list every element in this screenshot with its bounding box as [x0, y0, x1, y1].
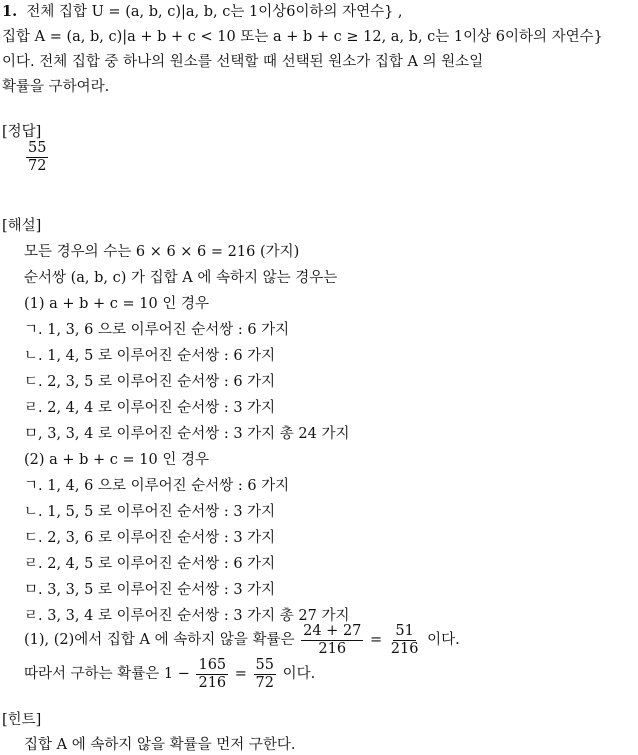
probability-prefix: (1), (2)에서 집합 A 에 속하지 않을 확률은 [24, 632, 295, 648]
final-prefix: 따라서 구하는 확률은 1 − [24, 666, 190, 682]
fraction-numerator: 55 [255, 656, 274, 673]
problem-number: 1. [2, 3, 18, 20]
fraction-denominator: 216 [198, 674, 227, 691]
solution-heading: [해설] [2, 218, 42, 234]
final-probability-line [24, 654, 315, 694]
answer-fraction [24, 140, 50, 175]
solution-line: (2) a + b + c = 10 인 경우 [24, 452, 209, 468]
problem-statement [2, 2, 403, 22]
solution-line: 순서쌍 (a, b, c) 가 집합 A 에 속하지 않는 경우는 [24, 270, 338, 286]
problem-line-4: 확률을 구하여라. [2, 79, 110, 95]
solution-line: ㄴ. 1, 4, 5 로 이루어진 순서쌍 : 6 가지 [24, 348, 276, 364]
problem-line-2: 집합 A = (a, b, c)|a + b + c < 10 또는 a + b + c ≥ 12, a, b, c는 1이상 6이하의 자연수} [2, 29, 603, 45]
solution-line: ㄷ. 2, 3, 6 로 이루어진 순서쌍 : 3 가지 [24, 530, 276, 546]
fraction-numerator: 24 + 27 [303, 622, 362, 639]
solution-line: 모든 경우의 수는 6 × 6 × 6 = 216 (가지) [24, 244, 300, 260]
solution-line: ㅁ, 3, 3, 4 로 이루어진 순서쌍 : 3 가지 총 24 가지 [24, 426, 350, 442]
solution-line: ㄹ. 3, 3, 4 로 이루어진 순서쌍 : 3 가지 총 27 가지 [24, 608, 350, 624]
solution-line: (1) a + b + c = 10 인 경우 [24, 296, 209, 312]
fraction-51-over-216 [389, 623, 421, 658]
answer-numerator: 55 [28, 140, 47, 156]
problem-line-3: 이다. 전체 집합 중 하나의 원소를 선택할 때 선택된 원소가 집합 A 의 원소일 [2, 54, 484, 70]
solution-line: ㄱ. 1, 4, 6 으로 이루어진 순서쌍 : 6 가지 [24, 478, 290, 494]
fraction-denominator: 72 [255, 674, 274, 691]
fraction-numerator: 165 [198, 656, 227, 673]
solution-line: ㄴ. 1, 5, 5 로 이루어진 순서쌍 : 3 가지 [24, 504, 276, 520]
solution-line: ㄱ. 1, 3, 6 으로 이루어진 순서쌍 : 6 가지 [24, 322, 290, 338]
solution-line: ㄹ. 2, 4, 4 로 이루어진 순서쌍 : 3 가지 [24, 400, 276, 416]
probability-suffix: 이다. [427, 632, 460, 648]
solution-line: ㅁ. 3, 3, 5 로 이루어진 순서쌍 : 3 가지 [24, 582, 276, 598]
fraction-165-over-216 [196, 657, 228, 692]
answer-denominator: 72 [28, 158, 47, 174]
final-suffix: 이다. [282, 666, 316, 682]
equals-sign: = [370, 632, 383, 648]
solution-line: ㄷ. 2, 3, 5 로 이루어진 순서쌍 : 6 가지 [24, 374, 276, 390]
problem-line-1: 전체 집합 U = (a, b, c)|a, b, c는 1이상6이하의 자연수} , [26, 4, 403, 20]
fraction-denominator: 216 [390, 640, 419, 657]
fraction-24-27-over-216 [301, 623, 363, 658]
solution-line: ㄹ. 2, 4, 5 로 이루어진 순서쌍 : 6 가지 [24, 556, 276, 572]
fraction-55-over-72 [254, 657, 276, 692]
hint-heading: [힌트] [2, 712, 42, 728]
equals-sign: = [234, 666, 247, 682]
fraction-numerator: 51 [395, 622, 414, 639]
answer-heading: [정답] [2, 124, 42, 140]
fraction-denominator: 216 [318, 640, 347, 657]
hint-text: 집합 A 에 속하지 않을 확률을 먼저 구한다. [24, 737, 296, 753]
